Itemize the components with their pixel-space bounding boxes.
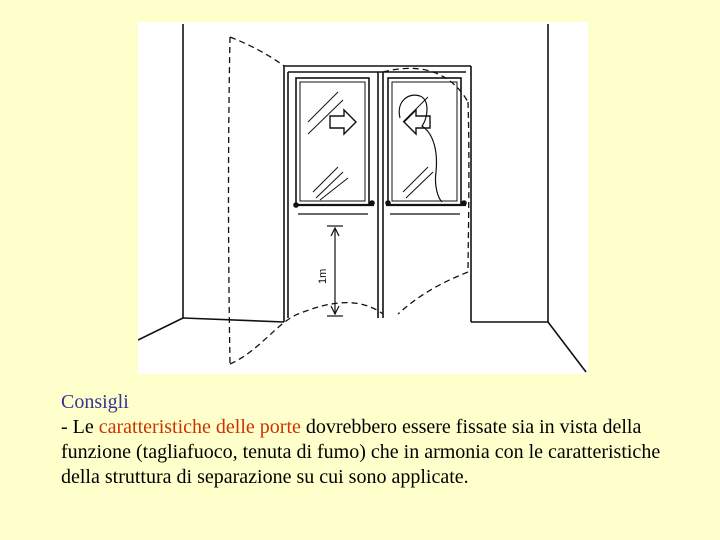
door-illustration <box>138 22 588 374</box>
caption-body: dovrebbero essere fissate sia in vista della funzione (tagliafuoco, tenuta di fumo) che in armonia con le caratteristiche della struttura di separazione su cui sono applicate. <box>61 416 661 488</box>
caption-title: Consigli <box>61 391 129 413</box>
height-dimension-label: 1m <box>317 268 329 284</box>
caption <box>61 390 681 490</box>
caption-highlight: caratteristiche delle porte <box>98 416 301 438</box>
caption-line-prefix: - Le <box>61 416 99 438</box>
